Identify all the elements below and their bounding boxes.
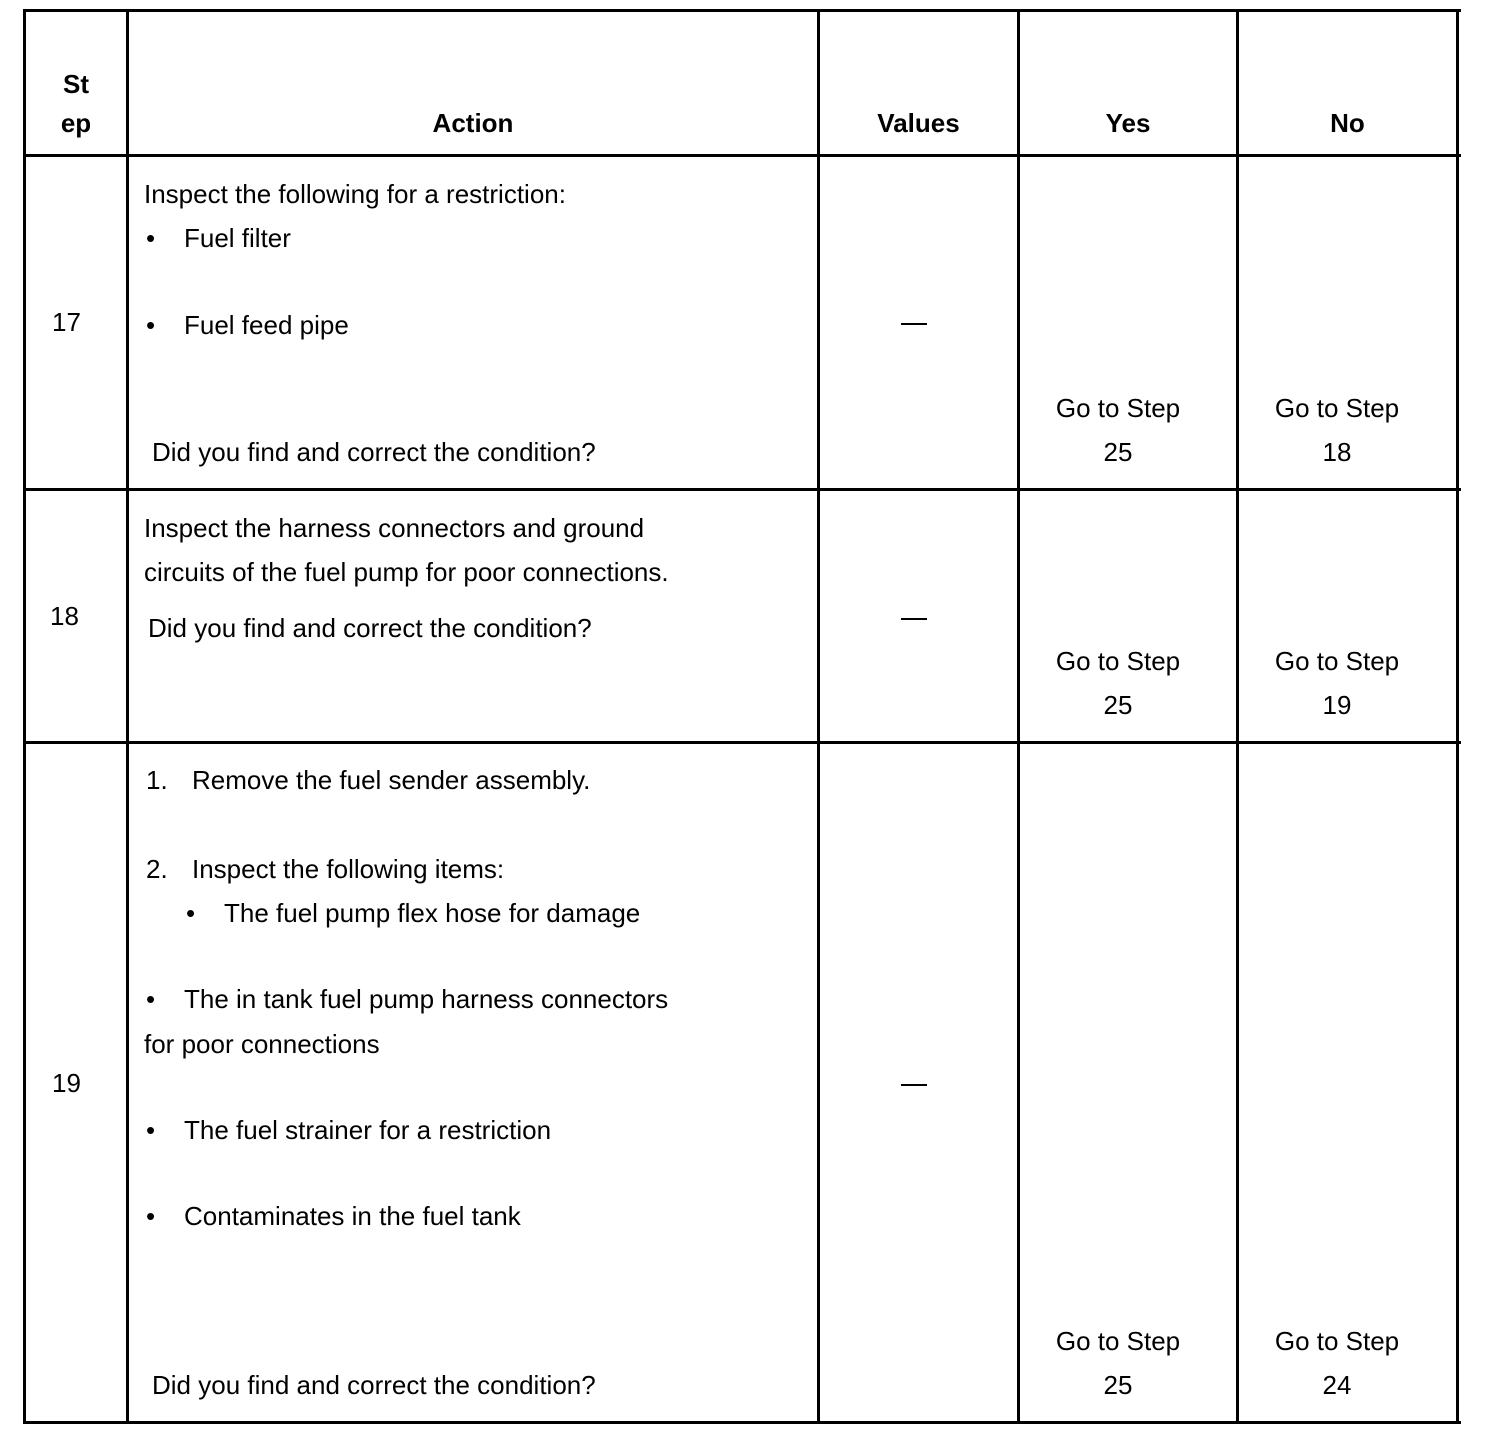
action-text: circuits of the fuel pump for poor connections. xyxy=(144,557,669,587)
action-text: Inspect the harness connectors and ground xyxy=(144,513,645,543)
list-number: 1. xyxy=(146,765,168,795)
header-step: ep xyxy=(60,108,92,138)
bullet-icon: • xyxy=(146,1115,156,1145)
header-values: Values xyxy=(877,108,960,138)
action-bullet: Contaminates in the fuel tank xyxy=(184,1201,521,1231)
action-bullet: The in tank fuel pump harness connectors xyxy=(184,984,669,1014)
value-text xyxy=(901,1062,927,1106)
action-bullet: Fuel filter xyxy=(184,223,291,253)
step-number: 19 xyxy=(52,1068,81,1098)
value-text xyxy=(901,301,927,345)
header-no: No xyxy=(1330,108,1365,138)
grid-line xyxy=(126,9,129,1424)
action-bullet: Fuel feed pipe xyxy=(184,310,349,340)
grid-line xyxy=(23,488,1461,491)
grid-line xyxy=(23,9,26,1424)
bullet-icon: • xyxy=(146,223,156,253)
step-number: 18 xyxy=(50,601,79,631)
yes-result: Go to Step xyxy=(1055,393,1181,423)
action-bullet: The fuel strainer for a restriction xyxy=(184,1115,552,1145)
grid-line xyxy=(817,9,820,1424)
grid-line xyxy=(23,1421,1461,1424)
bullet-icon: • xyxy=(146,984,156,1014)
grid-line xyxy=(1456,9,1459,1424)
no-result: 24 xyxy=(1322,1370,1352,1400)
no-result: 19 xyxy=(1322,690,1352,720)
no-result: 18 xyxy=(1322,437,1352,467)
header-yes: Yes xyxy=(1105,108,1151,138)
action-bullet: The fuel pump flex hose for damage xyxy=(224,898,641,928)
bullet-icon: • xyxy=(146,1201,156,1231)
bullet-icon: • xyxy=(186,898,196,928)
grid-line xyxy=(23,9,1461,12)
header-step: St xyxy=(63,69,89,99)
header-action: Action xyxy=(432,108,514,138)
no-result: Go to Step xyxy=(1274,646,1400,676)
bullet-icon: • xyxy=(146,310,156,340)
grid-line xyxy=(23,154,1461,157)
no-result: Go to Step xyxy=(1274,1326,1400,1356)
yes-result: Go to Step xyxy=(1055,1326,1181,1356)
action-step: Remove the fuel sender assembly. xyxy=(192,765,591,795)
action-question: Did you find and correct the condition? xyxy=(148,613,592,643)
yes-result: 25 xyxy=(1103,437,1133,467)
action-question: Did you find and correct the condition? xyxy=(152,1370,596,1400)
list-number: 2. xyxy=(146,854,168,884)
action-question: Did you find and correct the condition? xyxy=(152,437,596,467)
action-text: Inspect the following for a restriction: xyxy=(144,179,566,209)
yes-result: 25 xyxy=(1103,690,1133,720)
step-number: 17 xyxy=(52,307,81,337)
action-bullet: for poor connections xyxy=(144,1029,380,1059)
value-text xyxy=(901,596,927,640)
grid-line xyxy=(23,741,1461,744)
yes-result: Go to Step xyxy=(1055,646,1181,676)
yes-result: 25 xyxy=(1103,1370,1133,1400)
no-result: Go to Step xyxy=(1274,393,1400,423)
action-step: Inspect the following items: xyxy=(192,854,505,884)
